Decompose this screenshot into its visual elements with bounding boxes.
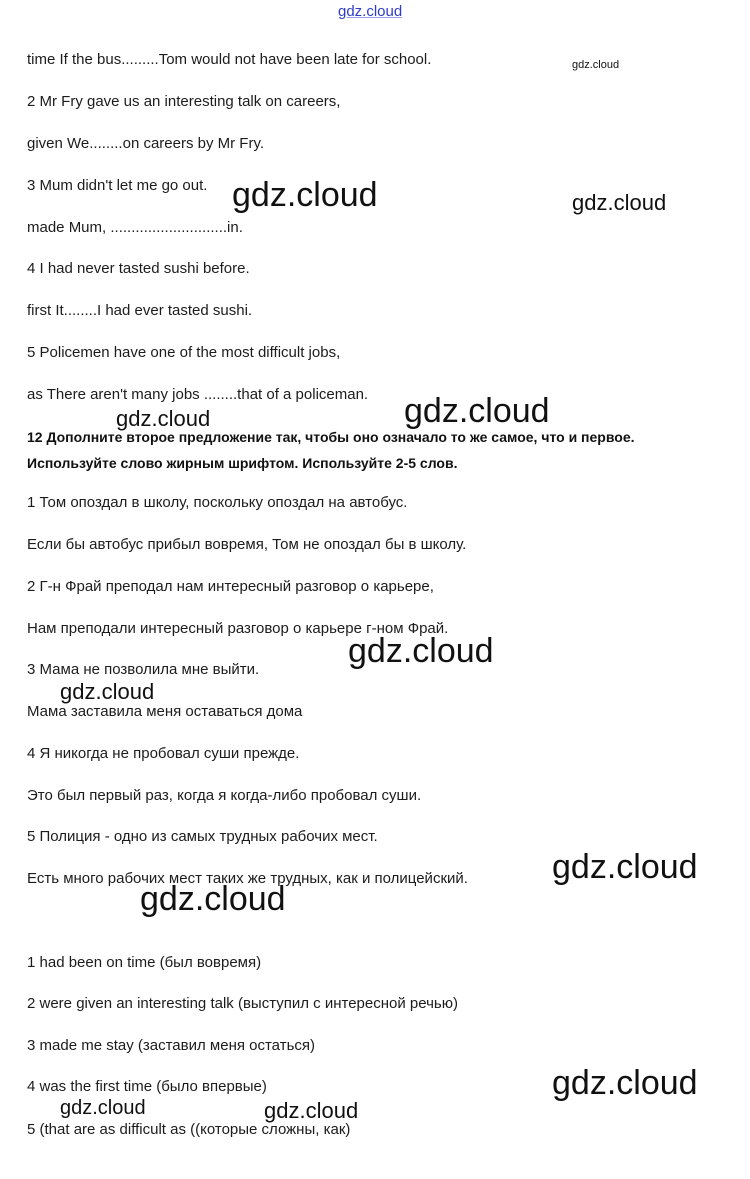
ex12-heading-line-1: 12 Дополните второе предложение так, чтобы оно означало то же самое, что и первое. — [27, 429, 635, 445]
ex11-line-7: first It........I had ever tasted sushi. — [27, 302, 253, 319]
ex11-line-9: as There aren't many jobs ........that of a policeman. — [27, 386, 369, 403]
ex11-line-6: 4 I had never tasted sushi before. — [27, 260, 250, 277]
watermark: gdz.cloud — [552, 1064, 698, 1102]
ex11-line-8: 5 Policemen have one of the most difficult jobs, — [27, 344, 341, 361]
watermark: gdz.cloud — [572, 190, 667, 215]
ex12-line-4: Нам преподали интересный разговор о карьере г-ном Фрай. — [27, 620, 449, 637]
ex12-line-5: 3 Мама не позволила мне выйти. — [27, 661, 260, 678]
answer-line-1: 1 had been on time (был вовремя) — [27, 954, 262, 971]
ex12-heading-line-2: Используйте слово жирным шрифтом. Используйте 2-5 слов. — [27, 455, 458, 471]
ex11-line-2: 2 Mr Fry gave us an interesting talk on careers, — [27, 93, 341, 110]
watermark: gdz.cloud — [60, 1097, 146, 1119]
answer-line-2: 2 were given an interesting talk (выступил с интересной речью) — [27, 995, 458, 1012]
watermark: gdz.cloud — [60, 679, 155, 704]
watermark: gdz.cloud — [232, 176, 378, 214]
watermark: gdz.cloud — [264, 1098, 359, 1123]
watermark: gdz.cloud — [116, 406, 211, 431]
ex12-line-8: Это был первый раз, когда я когда-либо пробовал суши. — [27, 787, 422, 804]
ex12-line-10: Есть много рабочих мест таких же трудных, как и полицейский. — [27, 870, 468, 887]
site-link-header[interactable]: gdz.cloud — [338, 3, 403, 20]
answer-line-5: 5 (that are as difficult as ((которые сложны, как) — [27, 1121, 351, 1138]
ex12-line-7: 4 Я никогда не пробовал суши прежде. — [27, 745, 300, 762]
answer-line-3: 3 made me stay (заставил меня остаться) — [27, 1037, 315, 1054]
ex12-line-6: Мама заставила меня оставаться дома — [27, 703, 303, 720]
ex11-line-5: made Mum, ............................in. — [27, 219, 243, 236]
ex12-line-9: 5 Полиция - одно из самых трудных рабочих мест. — [27, 828, 378, 845]
ex11-line-3: given We........on careers by Mr Fry. — [27, 135, 265, 152]
watermark: gdz.cloud — [572, 59, 620, 71]
watermark: gdz.cloud — [404, 392, 550, 430]
ex11-line-4: 3 Mum didn't let me go out. — [27, 177, 208, 194]
answer-line-4: 4 was the first time (было впервые) — [27, 1078, 267, 1095]
ex12-line-1: 1 Том опоздал в школу, поскольку опоздал на автобус. — [27, 494, 408, 511]
ex12-line-3: 2 Г-н Фрай преподал нам интересный разговор о карьере, — [27, 578, 434, 595]
watermark: gdz.cloud — [348, 632, 494, 670]
ex11-line-1: time If the bus.........Tom would not have been late for school. — [27, 51, 432, 68]
watermark: gdz.cloud — [552, 848, 698, 886]
ex12-line-2: Если бы автобус прибыл вовремя, Том не опоздал бы в школу. — [27, 536, 467, 553]
watermark: gdz.cloud — [140, 880, 286, 918]
